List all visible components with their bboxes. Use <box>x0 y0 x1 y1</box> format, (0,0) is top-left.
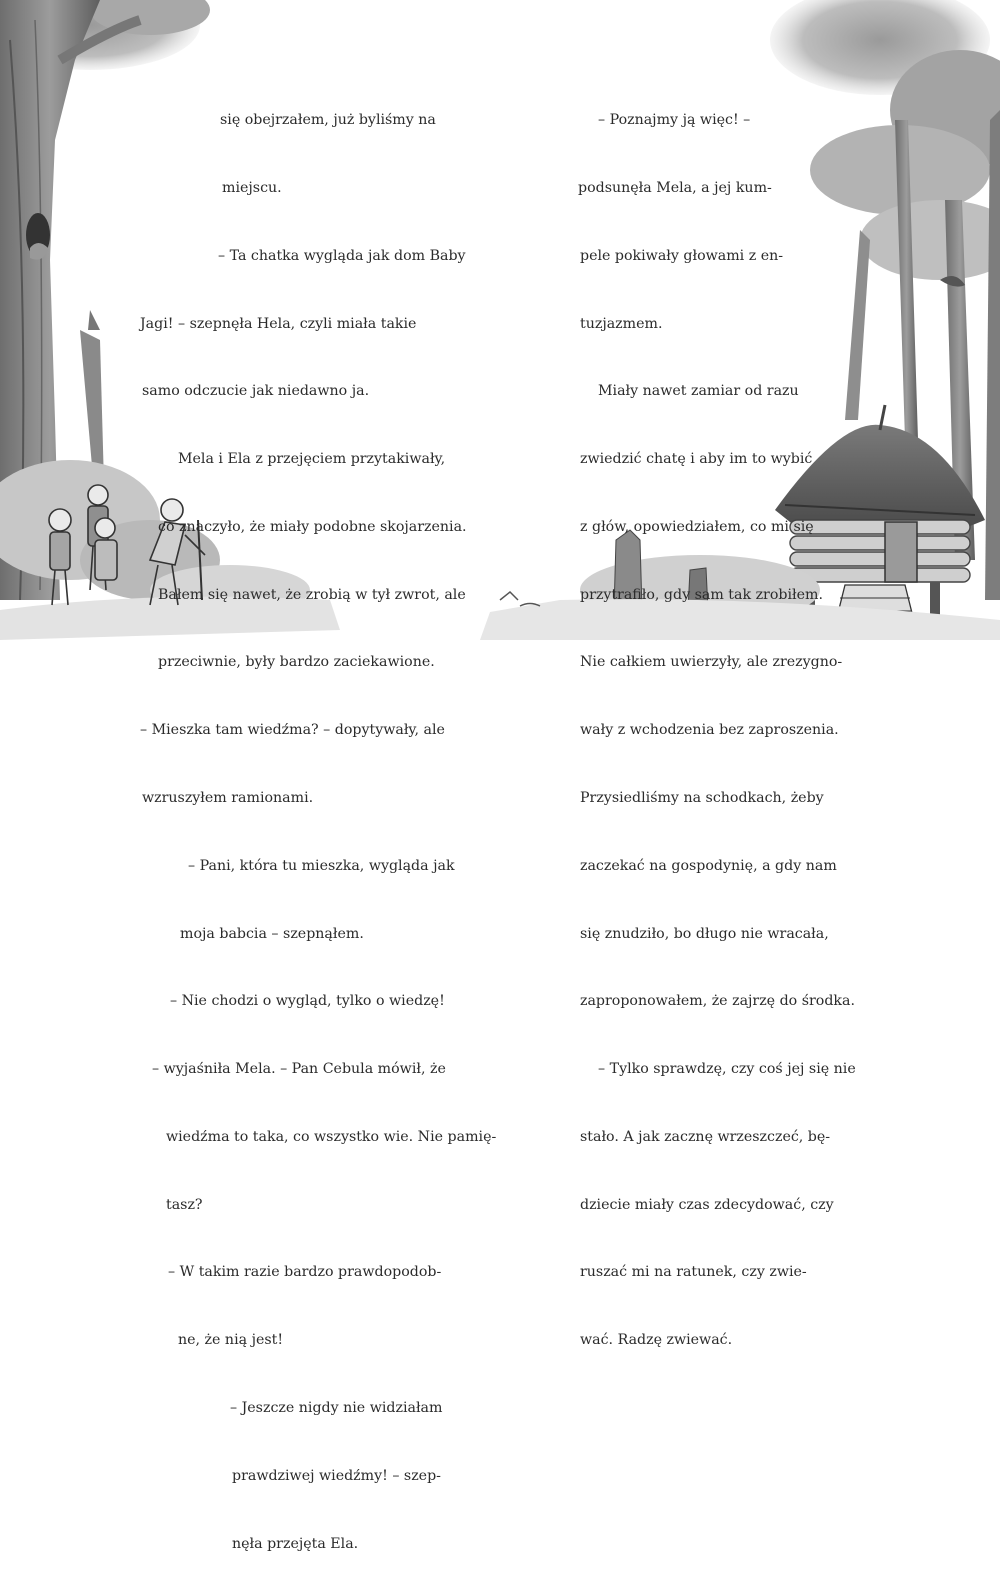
text-line: wiedźma to taka, co wszystko wie. Nie pamię- <box>166 1128 497 1145</box>
text-line: przeciwnie, były bardzo zaciekawione. <box>158 654 435 671</box>
text-line: tuzjazmem. <box>580 315 663 332</box>
text-line: wzruszyłem ramionami. <box>142 790 314 806</box>
text-line: zaczekać na gospodynię, a gdy nam <box>580 857 837 874</box>
text-line: – Poznajmy ją więc! – <box>598 112 751 129</box>
text-line: się obejrzałem, już byliśmy na <box>220 112 436 129</box>
text-line: wały z wchodzenia bez zaproszenia. <box>580 722 839 739</box>
text-line: się znudziło, bo długo nie wracała, <box>580 925 829 942</box>
text-line: moja babcia – szepnąłem. <box>180 925 364 942</box>
text-line: – Tylko sprawdzę, czy coś jej się nie <box>598 1061 856 1078</box>
text-line: Bałem się nawet, że zrobią w tył zwrot, ale <box>158 586 466 603</box>
text-line: Mela i Ela z przejęciem przytakiwały, <box>178 451 446 468</box>
text-line: Miały nawet zamiar od razu <box>598 383 799 400</box>
text-line: pele pokiwały głowami z en- <box>580 247 784 264</box>
text-line: co znaczyło, że miały podobne skojarzenia. <box>158 518 467 535</box>
text-line: – W takim razie bardzo prawdopodob- <box>168 1264 442 1281</box>
text-line: stało. A jak zacznę wrzeszczeć, bę- <box>580 1128 831 1145</box>
text-line: – Pani, która tu mieszka, wygląda jak <box>188 857 455 874</box>
text-line: – Jeszcze nigdy nie widziałam <box>230 1400 443 1417</box>
text-line: dziecie miały czas zdecydować, czy <box>580 1196 834 1213</box>
text-line: ne, że nią jest! <box>178 1332 284 1349</box>
text-line: zaproponowałem, że zajrzę do środka. <box>580 993 855 1010</box>
text-line: nęła przejęta Ela. <box>232 1535 359 1552</box>
text-line: podsunęła Mela, a jej kum- <box>578 179 772 196</box>
text-line: Jagi! – szepnęła Hela, czyli miała takie <box>140 315 417 332</box>
text-line: – Ta chatka wygląda jak dom Baby <box>218 247 466 264</box>
text-line: Przysiedliśmy na schodkach, żeby <box>580 790 824 806</box>
text-line: miejscu. <box>222 179 282 196</box>
text-line: – Mieszka tam wiedźma? – dopytywały, ale <box>140 722 445 739</box>
text-line: ruszać mi na ratunek, czy zwie- <box>580 1264 807 1281</box>
text-line: samo odczucie jak niedawno ja. <box>142 383 370 400</box>
text-line: – wyjaśniła Mela. – Pan Cebula mówił, że <box>152 1061 446 1078</box>
text-line: – Nie chodzi o wygląd, tylko o wiedzę! <box>170 993 445 1010</box>
left-page-text <box>140 64 497 1578</box>
right-page-text <box>560 64 856 1374</box>
text-line: z głów, opowiedziałem, co mi się <box>580 518 814 535</box>
text-line: zwiedzić chatę i aby im to wybić <box>580 451 813 468</box>
text-line: wać. Radzę zwiewać. <box>580 1332 733 1349</box>
text-line: prawdziwej wiedźmy! – szep- <box>232 1467 441 1484</box>
text-line: tasz? <box>166 1196 203 1213</box>
text-line: przytrafiło, gdy sam tak zrobiłem. <box>580 586 823 603</box>
text-line: Nie całkiem uwierzyły, ale zrezygno- <box>580 654 843 671</box>
